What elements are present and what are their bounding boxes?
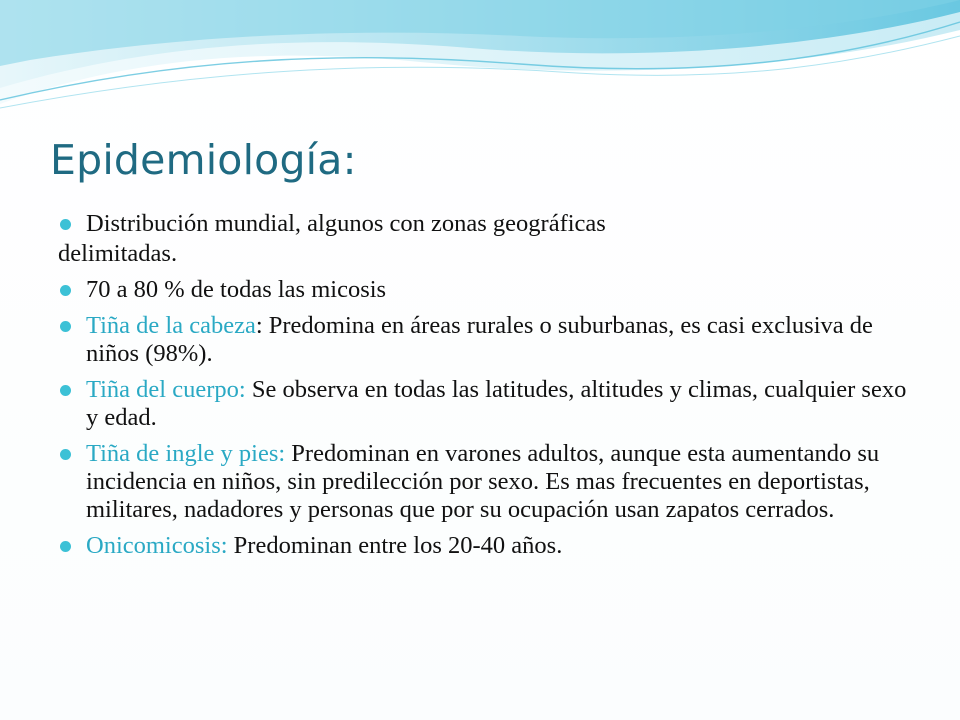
- bullet-dot-icon: [60, 449, 71, 460]
- bullet-highlight: Tiña de la cabeza: [86, 312, 256, 339]
- decorative-wave-banner: [0, 0, 960, 120]
- bullet-item: [58, 210, 918, 238]
- bullet-text: Se observa en todas las latitudes, altitudes y climas, cualquier sexo y edad.: [86, 376, 907, 431]
- bullet-item: [58, 376, 918, 432]
- bullet-dot-icon: [60, 385, 71, 396]
- bullet-item: [58, 276, 918, 304]
- bullet-text: 70 a 80 % de todas las micosis: [86, 276, 387, 303]
- bullet-dot-icon: [60, 219, 71, 230]
- bullet-dot-icon: [60, 541, 71, 552]
- bullet-highlight: Onicomicosis:: [86, 532, 228, 559]
- bullet-text: delimitadas.: [58, 240, 178, 267]
- bullet-item: [58, 312, 918, 368]
- bullet-dot-icon: [60, 285, 71, 296]
- slide-title: Epidemiología:: [50, 136, 357, 184]
- bullet-item: [58, 440, 918, 524]
- bullet-list: [58, 210, 918, 568]
- bullet-continuation: [58, 240, 918, 268]
- bullet-highlight: Tiña del cuerpo:: [86, 376, 246, 403]
- bullet-item: [58, 532, 918, 560]
- bullet-text: Distribución mundial, algunos con zonas geográficas: [86, 210, 606, 237]
- bullet-highlight: Tiña de ingle y pies:: [86, 440, 286, 467]
- bullet-text: : Predomina en áreas rurales o suburbanas, es casi exclusiva de niños (98%).: [86, 312, 873, 367]
- bullet-text: Predominan entre los 20-40 años.: [227, 532, 563, 559]
- bullet-text: Predominan en varones adultos, aunque esta aumentando su incidencia en niños, sin predilección por sexo. Es mas frecuentes en deportistas, militares, nadadores y personas que por su ocupación usan zapatos cerrados.: [86, 440, 880, 523]
- bullet-dot-icon: [60, 321, 71, 332]
